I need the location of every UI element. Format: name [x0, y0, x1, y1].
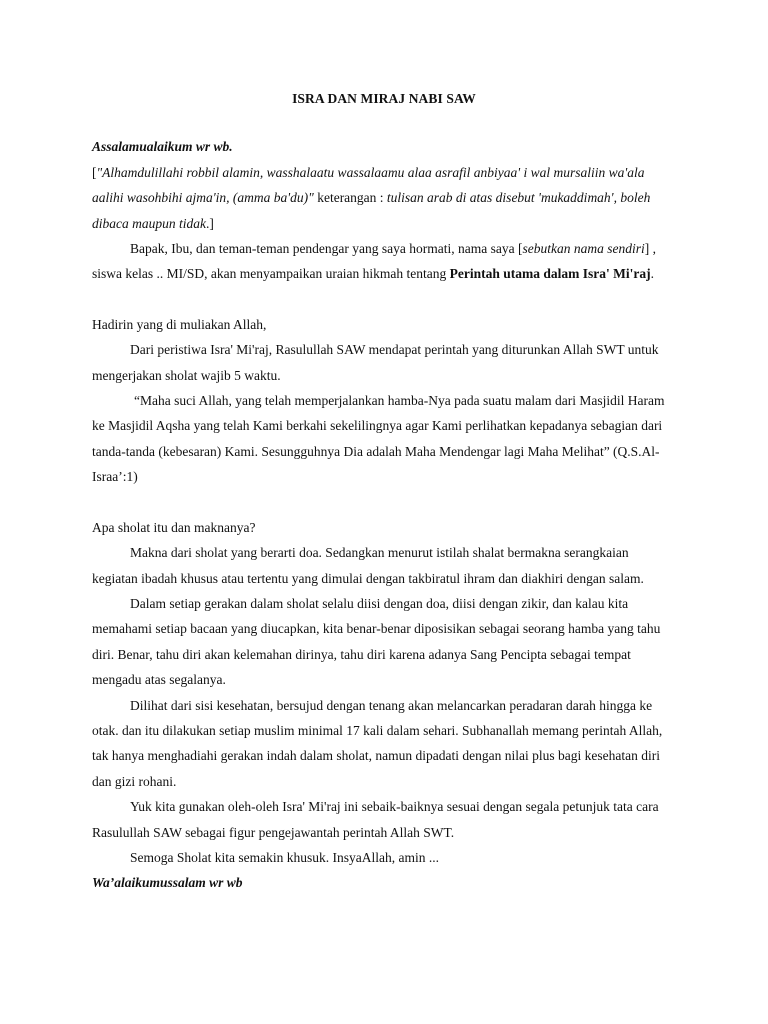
spacer: [92, 287, 676, 312]
paragraph-isra-miraj: Dari peristiwa Isra' Mi'raj, Rasulullah SAW mendapat perintah yang diturunkan Allah SWT untuk mengerjakan sholat wajib 5 waktu.: [92, 342, 659, 383]
intro-name: sebutkan nama sendiri: [522, 241, 645, 257]
paragraph: Dalam setiap gerakan dalam sholat selalu diisi dengan doa, diisi dengan zikir, dan kalau kita memahami setiap bacaan yang diucapkan, kita benar-benar diposisikan sebagai seorang hamba yang tahu diri. Benar, tahu diri akan kelemahan dirinya, tahu diri karena adanya Sang Pencipta sebagai tempat mengadu atas segalanya.: [92, 595, 661, 688]
paragraph: Semoga Sholat kita semakin khusuk. InsyaAllah, amin ...: [130, 849, 439, 865]
intro-part1: Bapak, Ibu, dan teman-teman pendengar yang saya hormati, nama saya [: [130, 241, 523, 257]
paragraph: Yuk kita gunakan oleh-oleh Isra' Mi'raj ini sebaik-baiknya sesuai dengan segala petunjuk tata cara Rasulullah SAW sebagai figur pengejawantah perintah Allah SWT.: [92, 799, 659, 840]
bracket-open: [: [92, 164, 97, 180]
note-text: tulisan arab di atas disebut 'mukaddimah', boleh dibaca maupun tidak: [92, 190, 651, 231]
mukaddimah-text: "Alhamdulillahi robbil alamin, wasshalaatu wassalaamu alaa asrafil anbiyaa' i wal mursaliin wa'ala aalihi wasohbihi ajma'in, (amma ba'du)": [92, 164, 645, 206]
intro-topic: Perintah utama dalam Isra' Mi'raj: [449, 266, 651, 282]
document-title: ISRA DAN MIRAJ NABI SAW: [292, 91, 476, 106]
intro-part3: .: [650, 266, 655, 282]
paragraph: Dilihat dari sisi kesehatan, bersujud dengan tenang akan melancarkan peradaran darah hingga ke otak. dan itu dilakukan setiap muslim minimal 17 kali dalam sehari. Subhanallah memang perintah Allah, tak hanya menghadiahi gerakan indah dalam sholat, namun dipadati dengan nilai plus bagi kesehatan diri dan gizi rohani.: [92, 697, 663, 789]
salutation: Hadirin yang di muliakan Allah,: [92, 316, 267, 332]
opening-paragraph: [92, 160, 676, 236]
intro-part2: ] , siswa kelas .. MI/SD, akan menyampaikan uraian hikmah tentang: [92, 241, 656, 282]
bracket-close: .]: [206, 215, 214, 231]
intro-paragraph: [92, 236, 676, 287]
quran-quote: “Maha suci Allah, yang telah memperjalankan hamba-Nya pada suatu malam dari Masjidil Haram ke Masjidil Aqsha yang telah Kami berkahi sekelilingnya agar Kami perlihatkan kepadanya sebagian dari tanda-tanda (kebesaran) Kami. Sesungguhnya Dia adalah Maha Mendengar lagi Maha Melihat” (Q.S.Al-Israa’:1): [92, 393, 665, 485]
note-prefix: keterangan :: [313, 190, 387, 206]
spacer: [92, 490, 676, 515]
closing: Wa’alaikumussalam wr wb: [92, 875, 243, 891]
section-question: Apa sholat itu dan maknanya?: [92, 519, 256, 535]
greeting: Assalamualaikum wr wb.: [92, 139, 233, 155]
paragraph: Makna dari sholat yang berarti doa. Sedangkan menurut istilah shalat bermakna serangkaian kegiatan ibadah khusus atau tertentu yang dimulai dengan takbiratul ihram dan diakhiri dengan salam.: [92, 545, 644, 586]
